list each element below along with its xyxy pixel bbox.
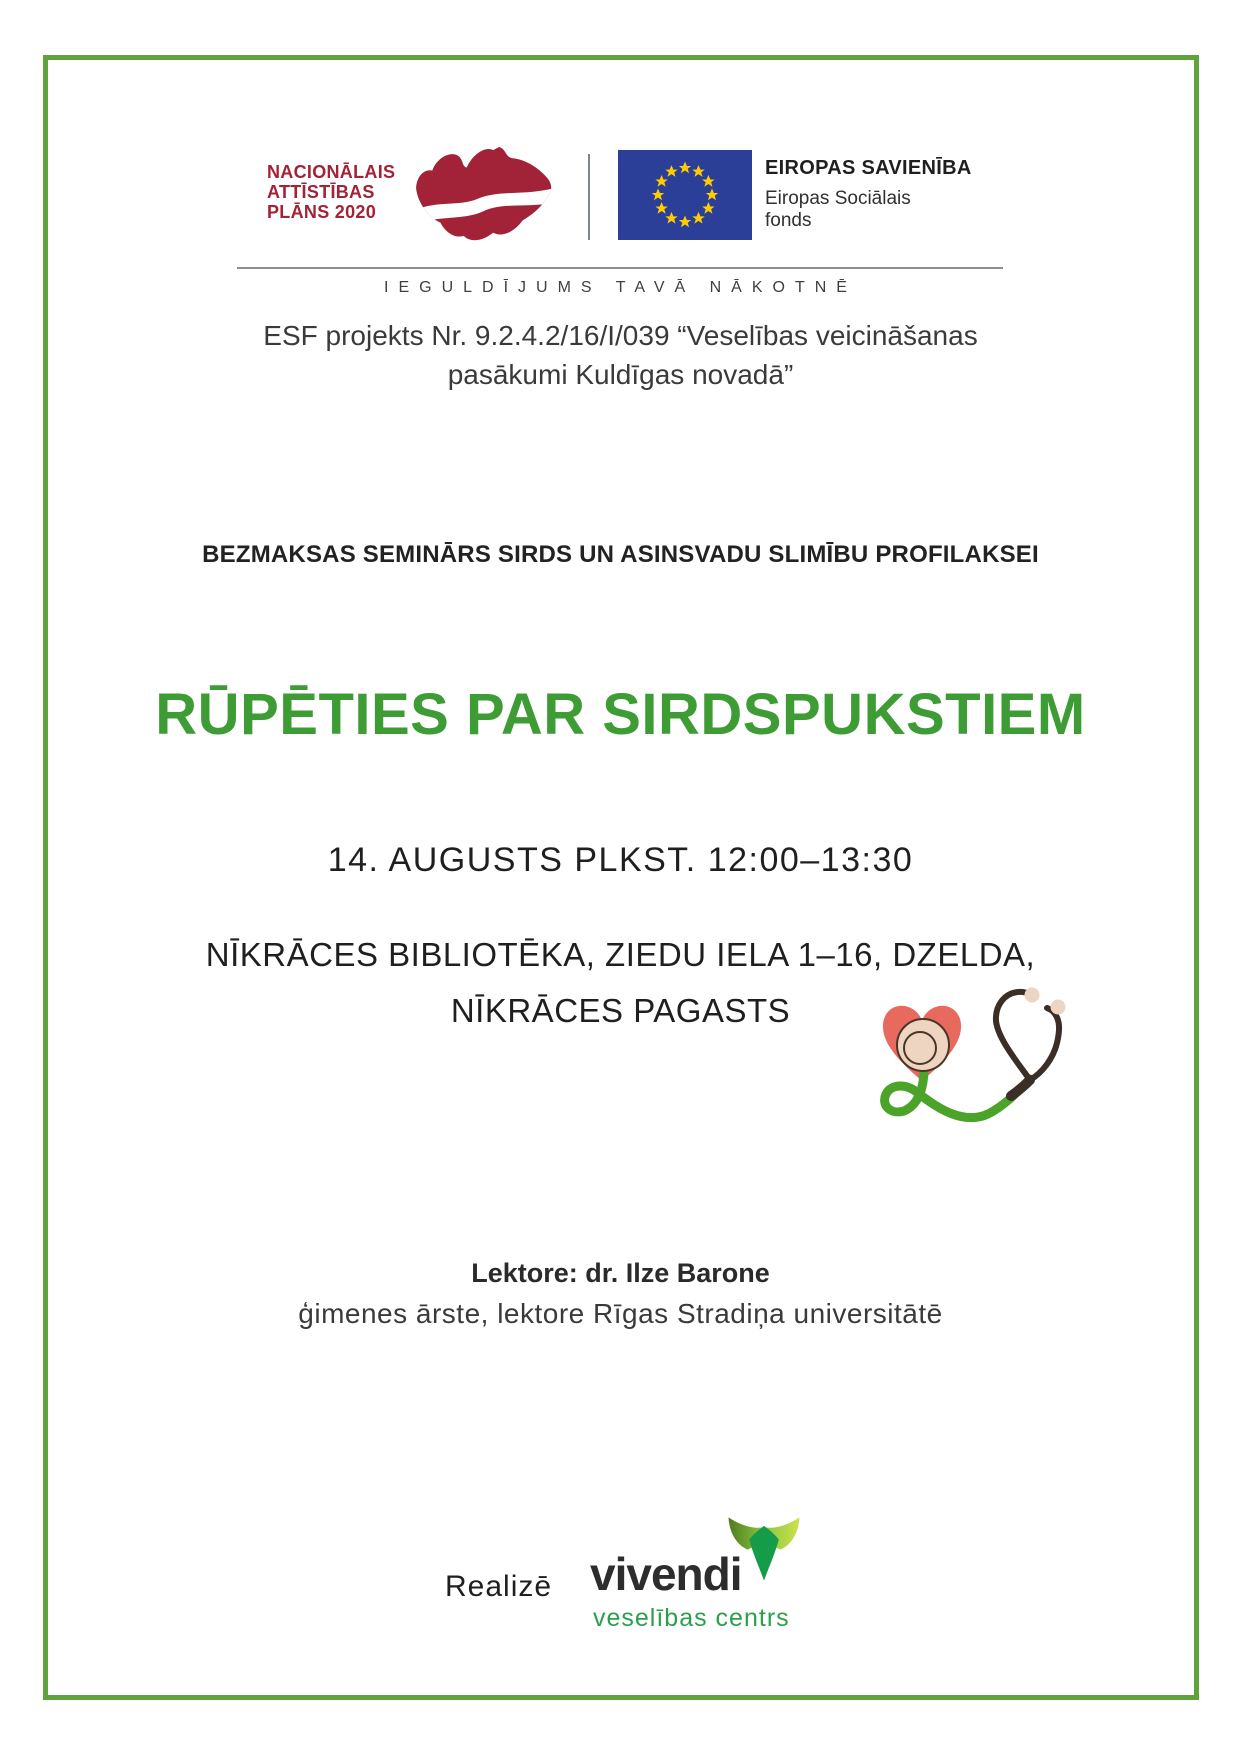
tagline-rule xyxy=(237,267,1003,269)
lecturer-name: Lektore: dr. Ilze Barone xyxy=(471,1258,770,1288)
logo-divider xyxy=(588,154,590,240)
vivendi-wordmark: vivendi xyxy=(590,1548,742,1600)
realize-label: Realizē xyxy=(445,1570,553,1603)
esf-project-line-2: pasākumi Kuldīgas novadā” xyxy=(447,359,794,390)
tagline: IEGULDĪJUMS TAVĀ NĀKOTNĒ xyxy=(384,279,857,296)
eu-logo-title: EIROPAS SAVIENĪBA xyxy=(765,157,972,179)
nap2020-logo-text xyxy=(267,162,395,222)
esf-project-line-1: ESF projekts Nr. 9.2.4.2/16/I/039 “Veselības veicināšanas xyxy=(263,320,978,351)
lecturer-details: ģimenes ārste, lektore Rīgas Stradiņa universitātē xyxy=(298,1298,943,1329)
seminar-location-line-2: NĪKRĀCES PAGASTS xyxy=(450,992,791,1029)
eu-flag-icon xyxy=(618,150,752,240)
latvia-map-flag-icon xyxy=(408,146,560,243)
seminar-kicker: BEZMAKSAS SEMINĀRS SIRDS UN ASINSVADU SLIMĪBU PROFILAKSEI xyxy=(202,541,1039,568)
nap2020-line-3: PLĀNS 2020 xyxy=(267,202,377,222)
heart-stethoscope-illustration xyxy=(878,983,1085,1155)
eu-logo-subtitle-2: fonds xyxy=(765,210,812,231)
nap2020-line-2: ATTĪSTĪBAS xyxy=(267,182,375,202)
eu-logo-subtitle-1: Eiropas Sociālais xyxy=(765,188,911,209)
eu-logo-text xyxy=(765,156,972,232)
vivendi-subtitle: veselības centrs xyxy=(593,1604,790,1632)
esf-project-reference xyxy=(0,316,1241,394)
nap2020-line-1: NACIONĀLAIS xyxy=(267,162,396,182)
seminar-title: RŪPĒTIES PAR SIRDSPUKSTIEM xyxy=(155,682,1086,747)
seminar-location-line-1: NĪKRĀCES BIBLIOTĒKA, ZIEDU IELA 1–16, DZELDA, xyxy=(205,936,1036,973)
seminar-datetime: 14. AUGUSTS PLKST. 12:00–13:30 xyxy=(327,841,914,879)
